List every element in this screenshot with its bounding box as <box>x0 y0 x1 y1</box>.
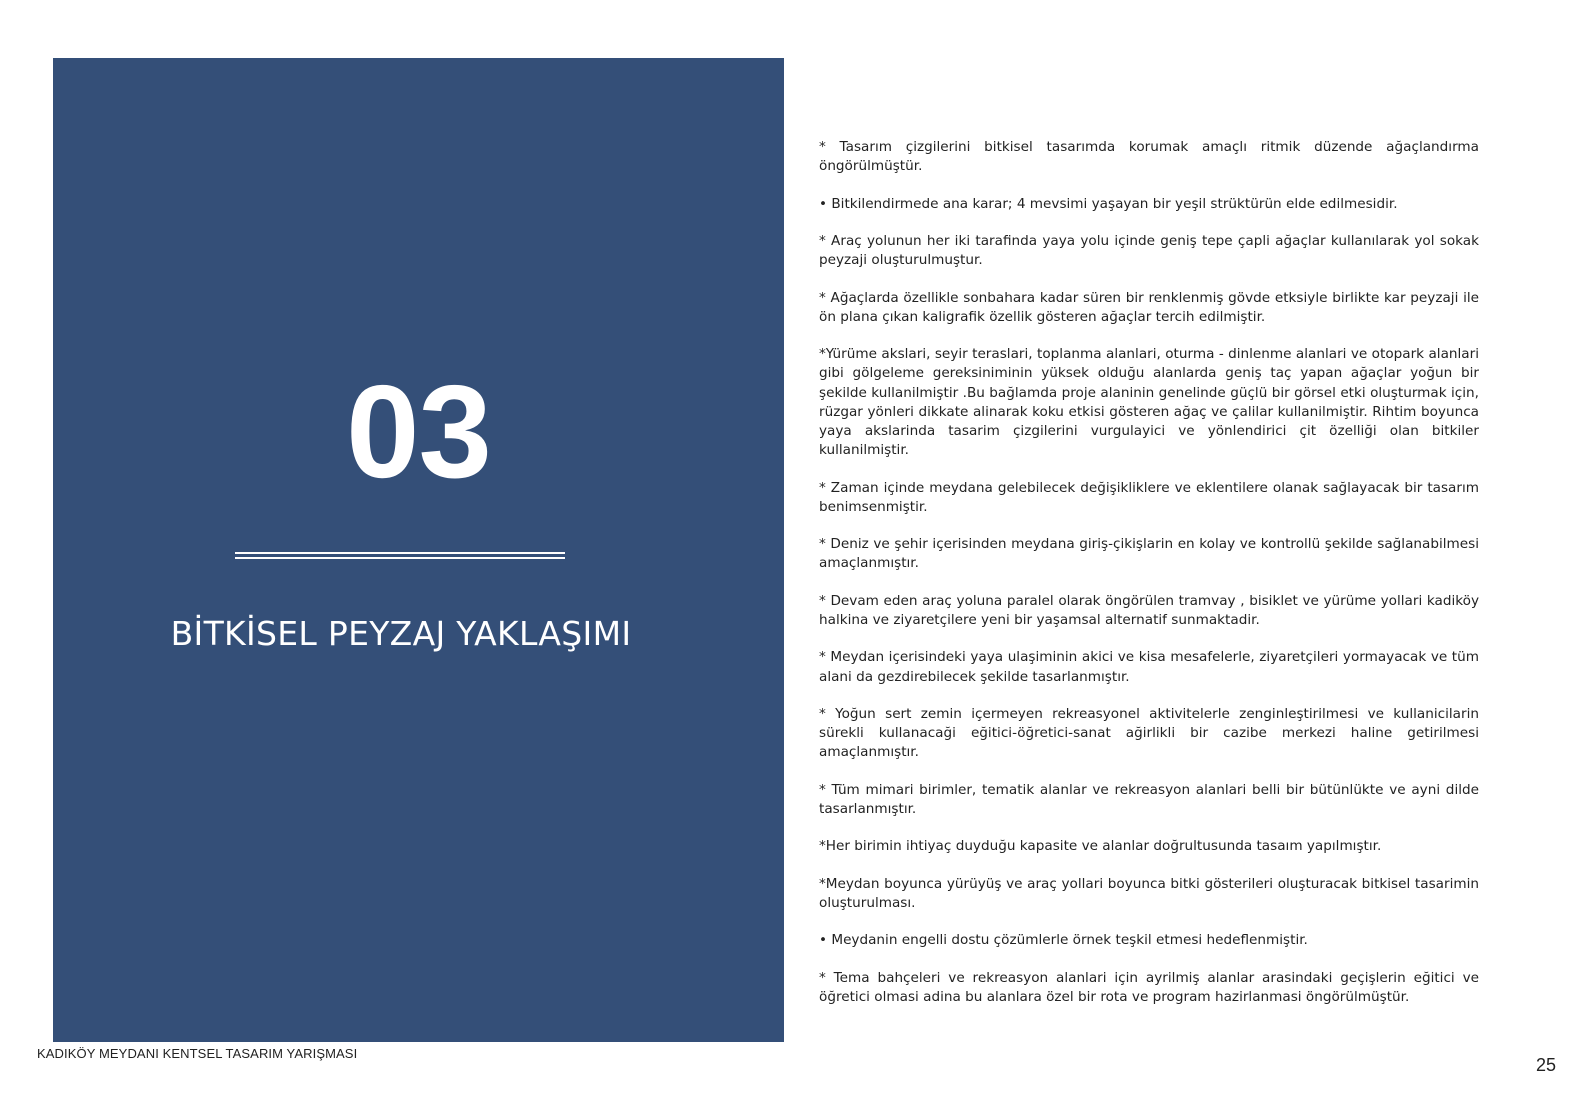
paragraph: * Tüm mimari birimler, tematik alanlar ve rekreasyon alanlari belli bir bütünlükte ve ayni dilde tasarlanmıştır. <box>819 781 1479 817</box>
body-text-column <box>819 138 1479 1025</box>
paragraph: * Devam eden araç yoluna paralel olarak öngörülen tramvay , bisiklet ve yürüme yollari kadiköy halkina ve ziyaretçilere yeni bir yaşamsal alternatif sunmaktadir. <box>819 592 1479 628</box>
paragraph: • Bitkilendirmede ana karar; 4 mevsimi yaşayan bir yeşil strüktürün elde edilmesidir. <box>819 195 1398 212</box>
paragraph: *Her birimin ihtiyaç duyduğu kapasite ve alanlar doğrultusunda tasaım yapılmıştır. <box>819 838 1382 855</box>
title-divider <box>235 552 565 559</box>
footer-title: KADIKÖY MEYDANI KENTSEL TASARIM YARIŞMASI <box>37 1046 358 1061</box>
paragraph: * Araç yolunun her iki tarafinda yaya yolu içinde geniş tepe çapli ağaçlar kullanılarak yol sokak peyzaji oluşturulmuştur. <box>819 232 1479 269</box>
paragraph: * Meydan içerisindeki yaya ulaşiminin akici ve kisa mesafelerle, ziyaretçileri yormayacak ve tüm alani da gezdirebilecek şekilde tasarlanmıştır. <box>819 649 1479 685</box>
paragraph: * Deniz ve şehir içerisinden meydana giriş-çikişlarin en kolay ve kontrollü şekilde sağlanabilmesi amaçlanmıştır. <box>819 536 1479 572</box>
section-number: 03 <box>346 358 491 505</box>
paragraph: * Tema bahçeleri ve rekreasyon alanlari için ayrilmiş alanlar arasindaki geçişlerin eğitici ve öğretici olmasi adina bu alanlara özel bir rota ve program hazirlanmasi öngörülmüştür. <box>819 969 1479 1005</box>
paragraph: * Tasarım çizgilerini bitkisel tasarımda korumak amaçlı ritmik düzende ağaçlandırma öngörülmüştür. <box>819 139 1479 175</box>
paragraph: *Yürüme akslari, seyir teraslari, toplanma alanlari, oturma - dinlenme alanlari ve otopark alanlari gibi gölgeleme gereksiniminin yüksek olduğu alanlarda geniş taç yapan ağaçlar yoğun bir şekilde kullanilmiştir .Bu bağlamda proje alaninin genelinde güçlü bir görsel etki oluşturmak için, rüzgar yönleri dikkate alinarak koku etkisi gösteren ağaç ve çalilar kullanilmiştir. Rihtim boyunca yaya akslarinda tasarim çizgilerini vurgulayici ve yönlendirici çit özelliği olan bitkiler kullanilmiştir. <box>819 346 1479 459</box>
paragraph: * Zaman içinde meydana gelebilecek değişikliklere ve eklentilere olanak sağlayacak bir tasarım benimsenmiştir. <box>819 479 1479 515</box>
section-cover-panel <box>53 58 784 1042</box>
section-title: BİTKİSEL PEYZAJ YAKLAŞIMI <box>170 614 632 653</box>
paragraph: *Meydan boyunca yürüyüş ve araç yollari boyunca bitki gösterileri oluşturacak bitkisel tasarimin oluşturulması. <box>819 875 1479 911</box>
paragraph: • Meydanin engelli dostu çözümlerle örnek teşkil etmesi hedeflenmiştir. <box>819 932 1308 949</box>
page-number: 25 <box>1535 1055 1556 1075</box>
paragraph: * Ağaçlarda özellikle sonbahara kadar süren bir renklenmiş gövde etksiyle birlikte kar peyzaji ile ön plana çıkan kaligrafik özellik gösteren ağaçlar tercih edilmiştir. <box>819 289 1479 325</box>
paragraph: * Yoğun sert zemin içermeyen rekreasyonel aktivitelerle zenginleştirilmesi ve kullanicilarin sürekli kullanacaği eğitici-öğretici-sanat ağirlikli bir cazibe merkezi haline getirilmesi amaçlanmıştır. <box>819 705 1479 761</box>
